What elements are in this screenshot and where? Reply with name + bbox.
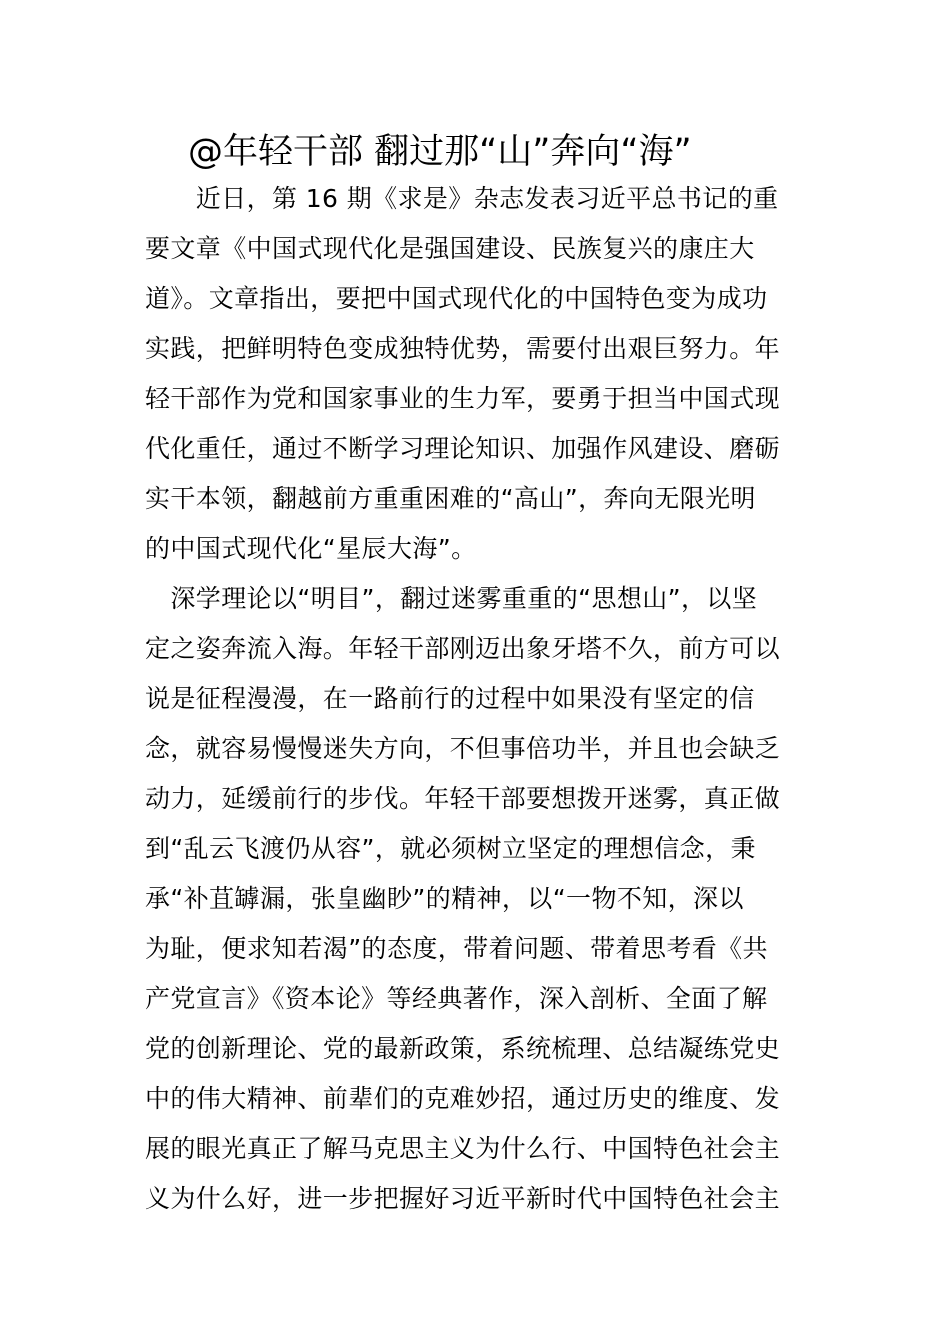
text-line: 的中国式现代化“星辰大海”。 (145, 534, 477, 563)
article-body (145, 174, 809, 1224)
text-line: 为耻，便求知若渴”的态度，带着问题、带着思考看《共 (145, 934, 768, 963)
text-line: 动力，延缓前行的步伐。年轻干部要想拨开迷雾，真正做 (145, 784, 781, 813)
text-line: 近日，第 16 期《求是》杂志发表习近平总书记的重 (145, 184, 779, 213)
text-line: 中的伟大精神、前辈们的克难妙招，通过历史的维度、发 (145, 1084, 781, 1113)
text-line: 念，就容易慢慢迷失方向，不但事倍功半，并且也会缺乏 (145, 734, 781, 763)
text-line: 实践，把鲜明特色变成独特优势，需要付出艰巨努力。年 (145, 334, 781, 363)
text-line: 义为什么好，进一步把握好习近平新时代中国特色社会主 (145, 1184, 781, 1213)
text-line: 轻干部作为党和国家事业的生力军，要勇于担当中国式现 (145, 384, 781, 413)
text-line: 定之姿奔流入海。年轻干部刚迈出象牙塔不久，前方可以 (145, 634, 781, 663)
text-line: 代化重任，通过不断学习理论知识、加强作风建设、磨砺 (145, 434, 781, 463)
article-title: @年轻干部 翻过那“山”奔向“海” (188, 132, 692, 172)
text-line: 承“补苴罅漏，张皇幽眇”的精神，以“一物不知，深以 (145, 884, 744, 913)
text-line: 产党宣言》《资本论》等经典著作，深入剖析、全面了解 (145, 984, 768, 1013)
text-line: 道》。文章指出，要把中国式现代化的中国特色变为成功 (145, 284, 768, 313)
text-line: 说是征程漫漫，在一路前行的过程中如果没有坚定的信 (145, 684, 755, 713)
text-line: 党的创新理论、党的最新政策，系统梳理、总结凝练党史 (145, 1034, 781, 1063)
text-line: 要文章《中国式现代化是强国建设、民族复兴的康庄大 (145, 234, 755, 263)
text-line: 展的眼光真正了解马克思主义为什么行、中国特色社会主 (145, 1134, 781, 1163)
text-line: 深学理论以“明目”，翻过迷雾重重的“思想山”，以坚 (145, 584, 758, 613)
text-line: 到“乱云飞渡仍从容”，就必须树立坚定的理想信念，秉 (145, 834, 756, 863)
text-line: 实干本领，翻越前方重重困难的“高山”，奔向无限光明 (145, 484, 756, 513)
